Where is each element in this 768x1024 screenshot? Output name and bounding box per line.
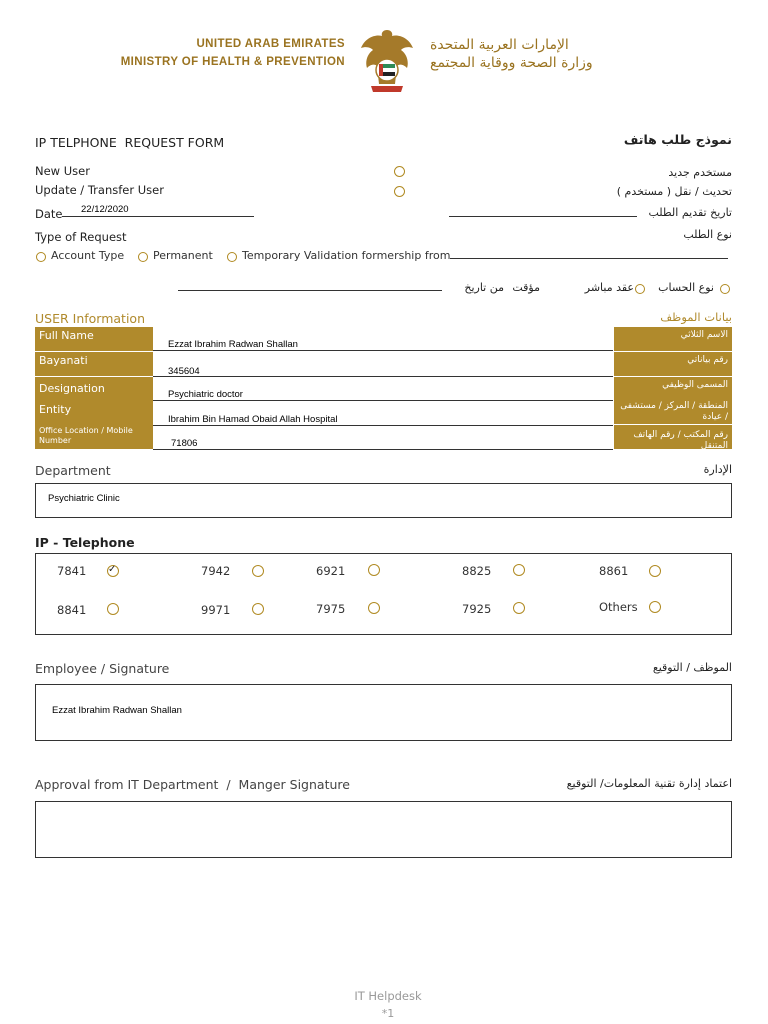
department-box[interactable] [35,483,732,518]
entity-value[interactable]: Ibrahim Bin Hamad Obaid Allah Hospital [168,414,338,425]
request-type-label: Type of Request [35,230,127,244]
user-info-title-ar: بيانات الموظف [660,310,732,324]
update-user-label: Update / Transfer User [35,183,164,197]
contract-label-ar: عقد مباشر [584,281,634,294]
update-user-radio[interactable] [394,186,405,197]
ip-option-label: 8841 [57,603,87,617]
account-type-label-ar: نوع الحساب [658,281,714,294]
office-location-line [153,449,613,450]
designation-line [153,400,613,401]
uae-falcon-emblem-icon [357,24,417,96]
permanent-label: Permanent [153,249,213,262]
form-title-en: IP TELPHONE REQUEST FORM [35,135,225,150]
ip-telephone-box [35,553,732,635]
ip-option-label: 9971 [201,603,231,617]
country-name-ar: الإمارات العربية المتحدة [430,37,569,53]
ip-telephone-title: IP - Telephone [35,535,135,550]
approval-title: Approval from IT Department / Manger Signature [35,777,350,792]
bayanati-line [153,376,613,377]
designation-label-ar: المسمى الوظيفي [614,377,732,401]
designation-label: Designation [35,377,153,401]
date-line-ar [449,216,637,217]
ip-option-label: 7942 [201,564,231,578]
ip-option-radio[interactable] [649,565,661,577]
entity-line [153,425,613,426]
ministry-name-en: MINISTRY OF HEALTH & PREVENTION [120,56,345,68]
date-label: Date [35,207,63,221]
date-value[interactable]: 22/12/2020 [81,204,129,215]
checkmark-icon: ✓ [108,564,117,575]
temporary-label: Temporary Validation formership from [242,249,451,262]
department-title-ar: الإدارة [703,463,732,476]
account-type-label: Account Type [51,249,125,262]
ip-option-label: 7925 [462,602,492,616]
account-type-radio-ar[interactable] [720,284,730,294]
from-date-line [178,290,442,291]
approval-box[interactable] [35,801,732,858]
new-user-radio[interactable] [394,166,405,177]
footer-dept: IT Helpdesk [354,989,422,1003]
temp-label-ar: مؤقت [512,281,540,294]
signature-box[interactable] [35,684,732,741]
signature-title: Employee / Signature [35,661,170,676]
full-name-line [153,350,613,351]
entity-label-ar: المنطقة / المركز / مستشفى / عيادة [614,400,732,424]
ip-option-label: Others [599,600,638,614]
approval-title-ar: اعتماد إدارة تقنية المعلومات/ التوقيع [566,777,732,790]
ip-option-label: 6921 [316,564,346,578]
ip-option-label: 7975 [316,602,346,616]
ip-option-label: 7841 [57,564,87,578]
signature-title-ar: الموظف / التوقيع [652,661,732,674]
from-date-label-ar: من تاريخ [464,281,504,294]
ip-option-radio[interactable] [649,601,661,613]
ip-option-radio[interactable] [252,603,264,615]
ip-option-label: 8825 [462,564,492,578]
office-location-value[interactable]: 71806 [171,438,198,449]
entity-label: Entity [35,401,153,425]
office-location-label-ar: رقم المكتب / رقم الهاتف المتنقل [614,425,732,449]
request-type-label-ar: نوع الطلب [683,228,732,241]
permanent-radio[interactable] [138,252,148,262]
office-location-label: Office Location / Mobile Number [35,425,153,449]
new-user-label: New User [35,164,90,178]
signature-value: Ezzat Ibrahim Radwan Shallan [52,705,182,716]
form-title-ar: نموذج طلب هاتف [623,132,732,147]
date-line [62,216,254,217]
full-name-value[interactable]: Ezzat Ibrahim Radwan Shallan [168,339,298,350]
department-value: Psychiatric Clinic [48,493,120,504]
ip-option-radio[interactable] [513,564,525,576]
date-label-ar: تاريخ تقديم الطلب [648,206,732,219]
page-number: *1 [381,1007,395,1020]
ip-option-radio[interactable] [252,565,264,577]
ip-option-label: 8861 [599,564,629,578]
designation-value[interactable]: Psychiatric doctor [168,389,243,400]
country-name-en: UNITED ARAB EMIRATES [196,38,345,50]
new-user-label-ar: مستخدم جديد [668,166,732,179]
temporary-line [450,258,728,259]
contract-radio-ar[interactable] [635,284,645,294]
full-name-label: Full Name [35,327,153,351]
ip-option-radio[interactable] [513,602,525,614]
temporary-radio[interactable] [227,252,237,262]
ip-option-radio[interactable] [368,602,380,614]
ip-option-radio[interactable] [368,564,380,576]
account-type-radio[interactable] [36,252,46,262]
bayanati-label-ar: رقم بياناتي [614,352,732,376]
full-name-label-ar: الاسم الثلاثي [614,327,732,351]
bayanati-value[interactable]: 345604 [168,366,200,377]
ip-option-radio[interactable] [107,603,119,615]
department-title: Department [35,463,111,478]
user-info-title: USER Information [35,311,145,326]
ministry-name-ar: وزارة الصحة ووقاية المجتمع [430,55,593,71]
update-user-label-ar: تحديث / نقل ( مستخدم ) [616,185,732,198]
bayanati-label: Bayanati [35,352,153,376]
